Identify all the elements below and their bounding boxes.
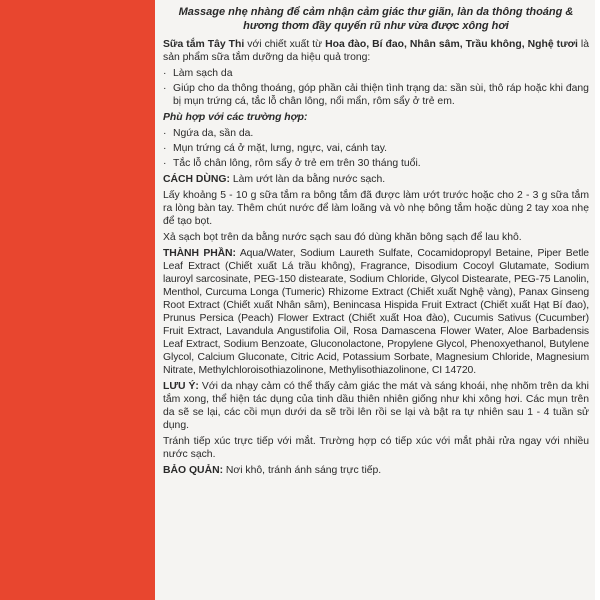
- usage-label: CÁCH DÙNG:: [163, 174, 230, 185]
- ingredients-label: THÀNH PHẦN:: [163, 248, 236, 259]
- usage-step: Xả sạch bọt trên da bằng nước sạch sau đó dùng khăn bông sạch để lau khô.: [163, 232, 522, 243]
- ingredients-section: [163, 247, 589, 377]
- usage-section: CÁCH DÙNG: Làm ướt làn da bằng nước sạch.: [163, 174, 386, 185]
- product-description: Sữa tắm Tây Thi với chiết xuất từ Hoa đào, Bí đao, Nhân sâm, Trầu không, Nghệ tươi là sản phẩm sữa tắm dưỡng da hiệu quả trong:: [163, 39, 589, 63]
- storage-label: BẢO QUẢN:: [163, 465, 224, 476]
- list-item: · Giúp cho da thông thoáng, góp phần cải thiện tình trạng da: sần sùi, thô ráp hoặc khi đang bị mụn trứng cá, tắc lỗ chân lông, nổi mẩn, rôm sẩy ở trẻ em.: [163, 83, 589, 107]
- product-label-text: [163, 6, 589, 480]
- warning-text: Tránh tiếp xúc trực tiếp với mắt. Trường hợp có tiếp xúc với mắt phải rửa ngay với nhiều nước sạch.: [163, 436, 589, 460]
- suitable-heading: Phù hợp với các trường hợp:: [163, 112, 308, 123]
- list-item: · Làm sạch da: [163, 68, 233, 79]
- note-label: LƯU Ý:: [163, 381, 199, 392]
- benefits-list: [163, 67, 589, 108]
- product-name: Sữa tắm Tây Thi: [163, 39, 245, 50]
- usage-step: Lấy khoảng 5 - 10 g sữa tắm ra bông tắm đã được làm ướt trước hoặc cho 2 - 3 g sữa tắm ra lòng bàn tay. Thêm chút nước để làm loãng và vò nhẹ bông tắm hoặc dùng 2 tay xoa nhẹ để tạo bọt.: [163, 190, 589, 227]
- ingredients-text: Aqua/Water, Sodium Laureth Sulfate, Cocamidopropyl Betaine, Piper Betle Leaf Extract (Chiết xuất Lá trầu không), Fragrance, Disodium Cocoyl Glutamate, Sodium lauroyl sarcosinate, PEG-150 distearate, Sodium Chloride, Glycol Distearate, PEG-75 Lanolin, Menthol, Curcuma Longa (Tumeric) Rhizome Extract (Chiết xuất Nghệ vàng), Panax Ginseng Root Extract (Chiết xuất Nhân sâm), Benincasa Hispida Fruit Extract (Chiết xuất Hạt Bí đao), Prunus Persica (Peach) Flower Extract (Chiết xuất Hoa đào), Cucumis Sativus (Cucumber) Fruit Extract, Lavandula Angustifolia Oil, Rosa Damascena Flower Water, Aloe Barbadensis Leaf Extract, Sodium Benzoate, Gluconolactone, Propylene Glycol, Phenoxyethanol, Butylene Glycol, Calcium Gluconate, Citric Acid, Potassium Sorbate, Magnesium Chloride, Magnesium Nitrate, Methylchloroisothiazolinone, Methylisothiazolinone, CI 14720.: [163, 248, 589, 376]
- note-section: LƯU Ý: Với da nhạy cảm có thể thấy cảm giác the mát và sáng khoái, nhẹ nhõm trên da khi tắm xong, thể hiện tác dụng của tinh dầu thiên nhiên giống như khi xông hơi. Các mụn trên da sẽ se lại, các cồi mụn dưới da sẽ trồi lên rồi se lại và bật ra tự nhiên sau 1 - 4 tuần sử dụng.: [163, 381, 589, 431]
- red-accent-band: [0, 0, 178, 600]
- list-item: · Tắc lỗ chân lông, rôm sẩy ở trẻ em trên 30 tháng tuổi.: [163, 158, 421, 169]
- suitable-list: [163, 127, 589, 170]
- storage-section: BẢO QUẢN: Nơi khô, tránh ánh sáng trực tiếp.: [163, 465, 382, 476]
- intro-tagline: Massage nhẹ nhàng để cảm nhận cảm giác thư giãn, làn da thông thoáng & hương thơm đầy quyến rũ như vừa được xông hơi: [178, 6, 574, 32]
- list-item: · Mụn trứng cá ở mặt, lưng, ngực, vai, cánh tay.: [163, 143, 388, 154]
- list-item: · Ngứa da, sần da.: [163, 128, 254, 139]
- product-extracts: Hoa đào, Bí đao, Nhân sâm, Trầu không, Nghệ tươi: [325, 39, 578, 50]
